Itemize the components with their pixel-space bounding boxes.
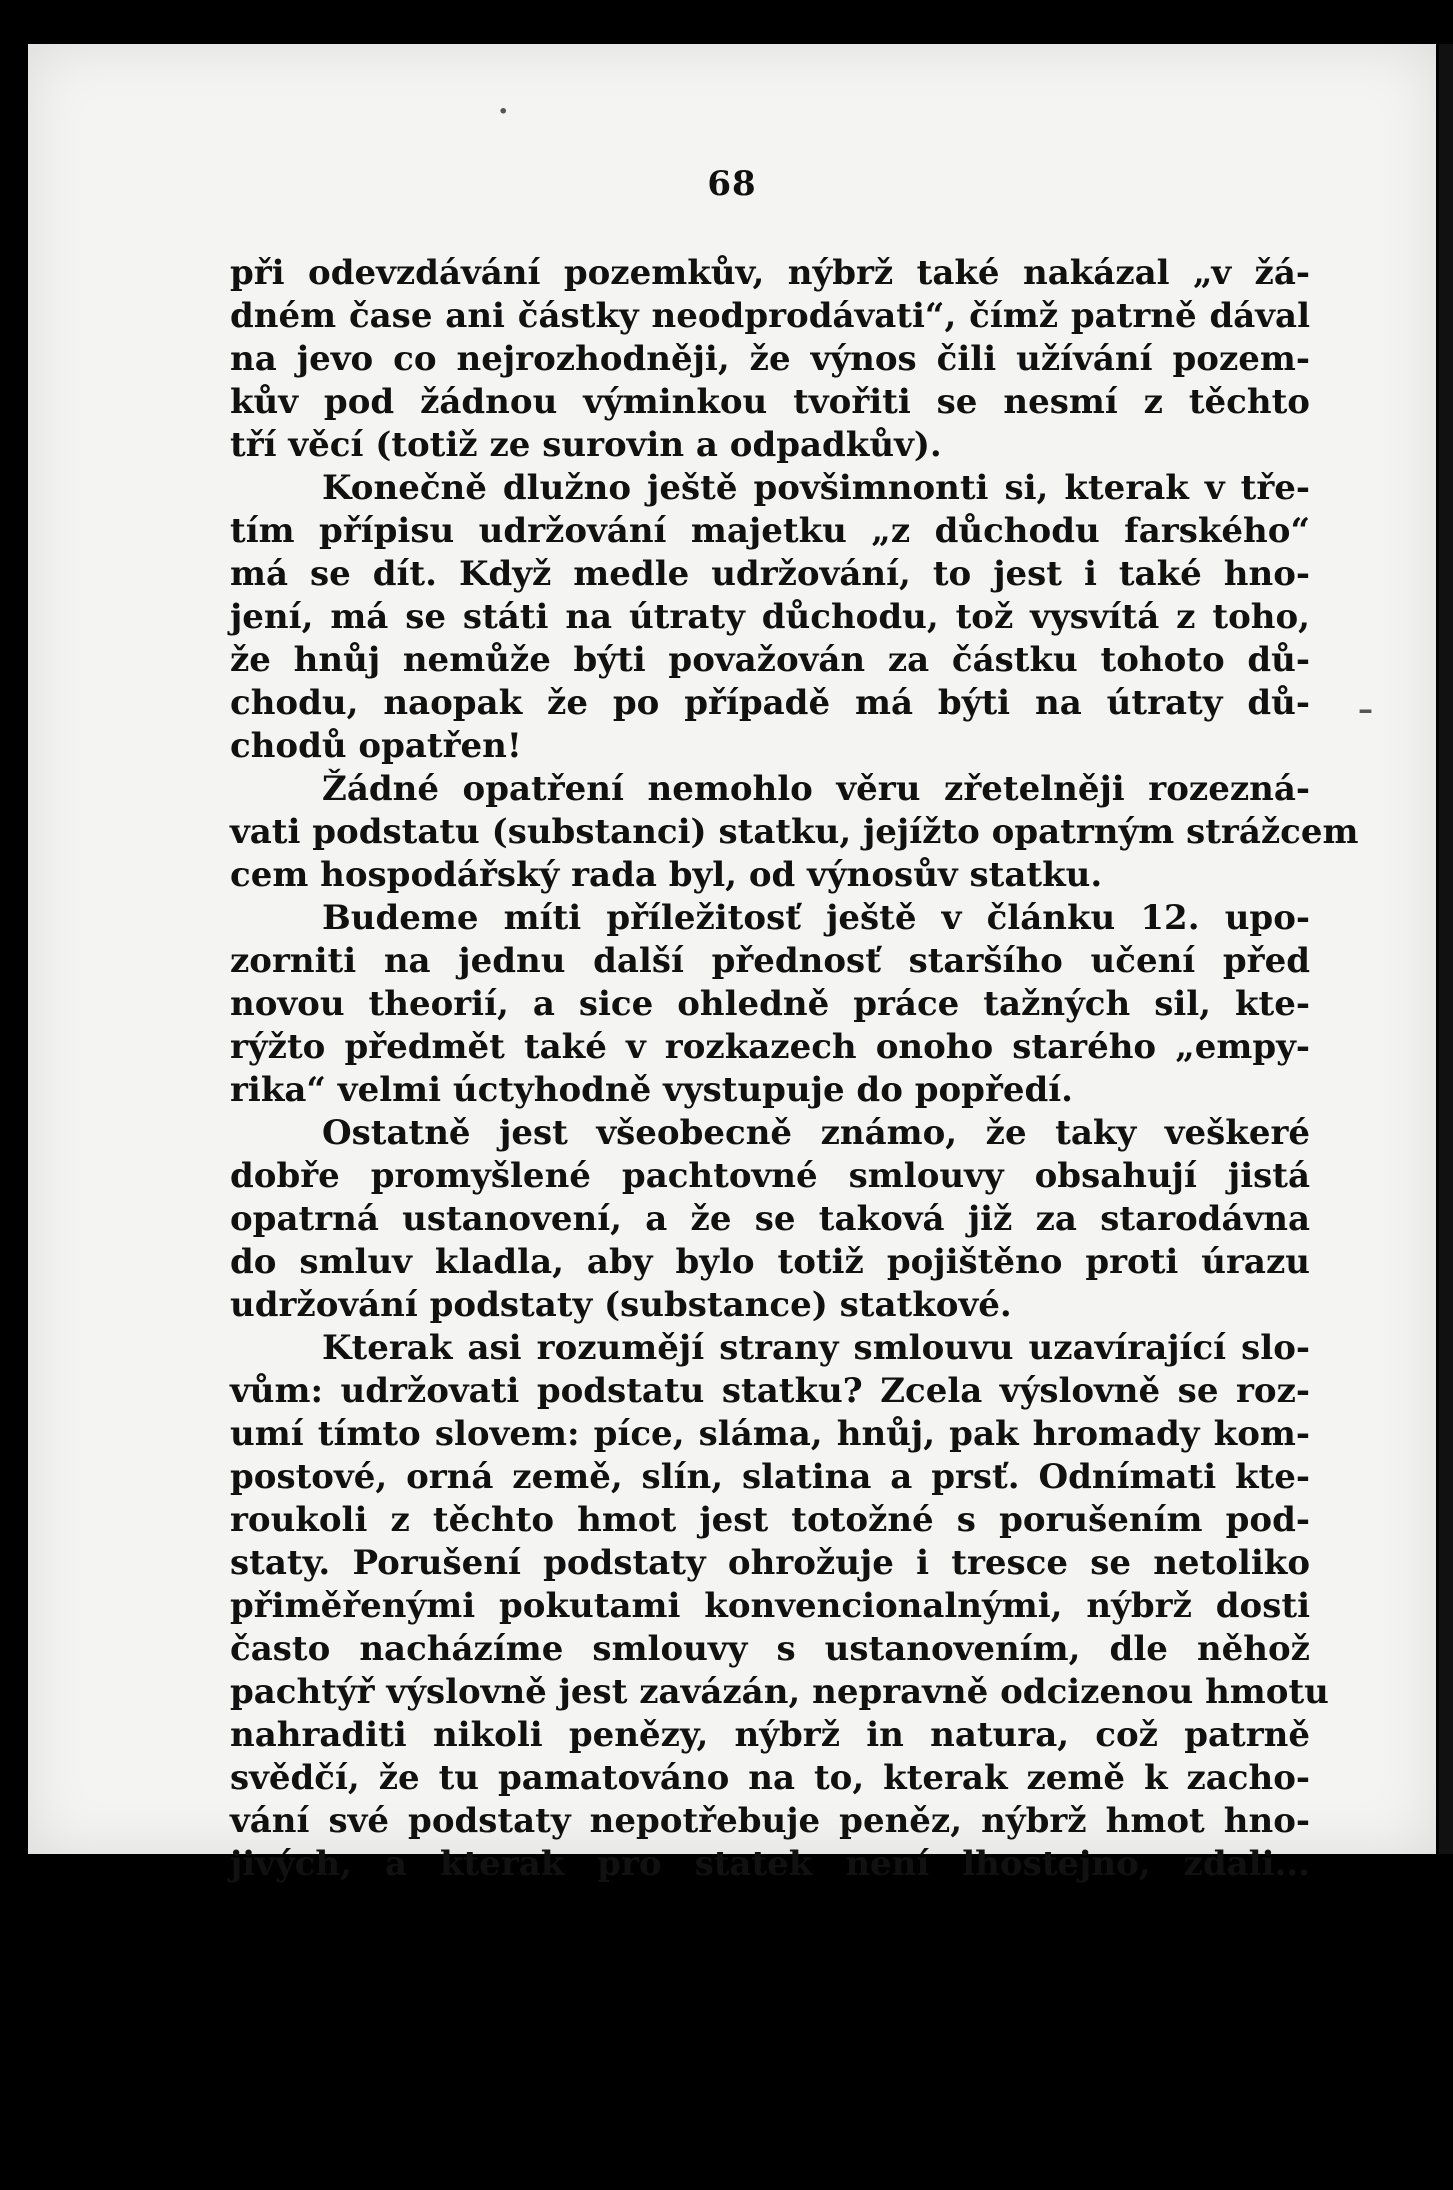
text-line: přiměřenými pokutami konvencionalnými, nýbrž dosti <box>230 1586 1310 1626</box>
text-line: svědčí, že tu pamatováno na to, kterak země k zacho- <box>230 1758 1310 1798</box>
text-line: při odevzdávání pozemkův, nýbrž také nakázal „v žá- <box>230 253 1310 293</box>
text-line: chodů opatřen! <box>230 726 522 766</box>
page-number: 68 <box>707 164 757 204</box>
text-line: novou theorií, a sice ohledně práce tažných sil, kte- <box>230 984 1310 1024</box>
text-line: umí tímto slovem: píce, sláma, hnůj, pak hromady kom- <box>230 1414 1310 1454</box>
text-line: opatrná ustanovení, a že se taková již za starodávna <box>230 1199 1310 1239</box>
text-line: chodu, naopak že po případě má býti na útraty dů- <box>230 683 1310 723</box>
text-line: tím přípisu udržování majetku „z důchodu farského“ <box>230 511 1310 551</box>
speck-mark: · <box>498 94 509 129</box>
text-line: že hnůj nemůže býti považován za částku tohoto dů- <box>230 640 1310 680</box>
text-line: Ostatně jest všeobecně známo, že taky veškeré <box>322 1113 1310 1153</box>
text-line: Kterak asi rozumějí strany smlouvu uzavírající slo- <box>322 1328 1310 1368</box>
text-line: často nacházíme smlouvy s ustanovením, dle něhož <box>230 1629 1310 1669</box>
text-line: má se dít. Když medle udržování, to jest i také hno- <box>230 554 1310 594</box>
text-line: dobře promyšlené pachtovné smlouvy obsahují jistá <box>230 1156 1310 1196</box>
text-line: jení, má se státi na útraty důchodu, tož vysvítá z toho, <box>230 597 1310 637</box>
text-line-cut-off: jivých, a kterak pro statek není lhostejno, zdali... <box>230 1844 1310 1884</box>
text-line: rika“ velmi úctyhodně vystupuje do popředí. <box>230 1070 1074 1110</box>
text-line: vati podstatu (substanci) statku, jejížto opatrným strážcem <box>230 812 1359 852</box>
text-line: dném čase ani částky neodprodávati“, čímž patrně dával <box>230 296 1310 336</box>
text-line: postové, orná země, slín, slatina a prsť. Odnímati kte- <box>230 1457 1310 1497</box>
text-line: staty. Porušení podstaty ohrožuje i tresce se netoliko <box>230 1543 1310 1583</box>
text-line: rýžto předmět také v rozkazech onoho starého „empy- <box>230 1027 1310 1067</box>
text-line: na jevo co nejrozhodněji, že výnos čili užívání pozem- <box>230 339 1310 379</box>
text-line: vům: udržovati podstatu statku? Zcela výslovně se roz- <box>230 1371 1310 1411</box>
text-line: do smluv kladla, aby bylo totiž pojištěno proti úrazu <box>230 1242 1310 1282</box>
text-line: cem hospodářský rada byl, od výnosův statku. <box>230 855 1103 895</box>
text-line: vání své podstaty nepotřebuje peněz, nýbrž hmot hno- <box>230 1801 1310 1841</box>
text-line: Budeme míti příležitosť ještě v článku 12. upo- <box>322 898 1310 938</box>
text-line: kův pod žádnou výminkou tvořiti se nesmí z těchto <box>230 382 1310 422</box>
scan-edge <box>1439 44 1453 1854</box>
text-line: pachtýř výslovně jest zavázán, nepravně odcizenou hmotu <box>230 1672 1329 1712</box>
margin-dash: – <box>1358 692 1373 727</box>
body-text <box>230 252 1359 1884</box>
text-line: roukoli z těchto hmot jest totožné s porušením pod- <box>230 1500 1310 1540</box>
text-line: zorniti na jednu další přednosť staršího učení před <box>230 941 1310 981</box>
text-line: Žádné opatření nemohlo věru zřetelněji rozezná- <box>322 769 1310 809</box>
text-line: tří věcí (totiž ze surovin a odpadkův). <box>230 425 942 465</box>
text-line: Konečně dlužno ještě povšimnonti si, kterak v tře- <box>322 468 1310 508</box>
book-page <box>28 44 1436 1884</box>
text-line: nahraditi nikoli penězy, nýbrž in natura, což patrně <box>230 1715 1310 1755</box>
text-line: udržování podstaty (substance) statkové. <box>230 1285 1012 1325</box>
